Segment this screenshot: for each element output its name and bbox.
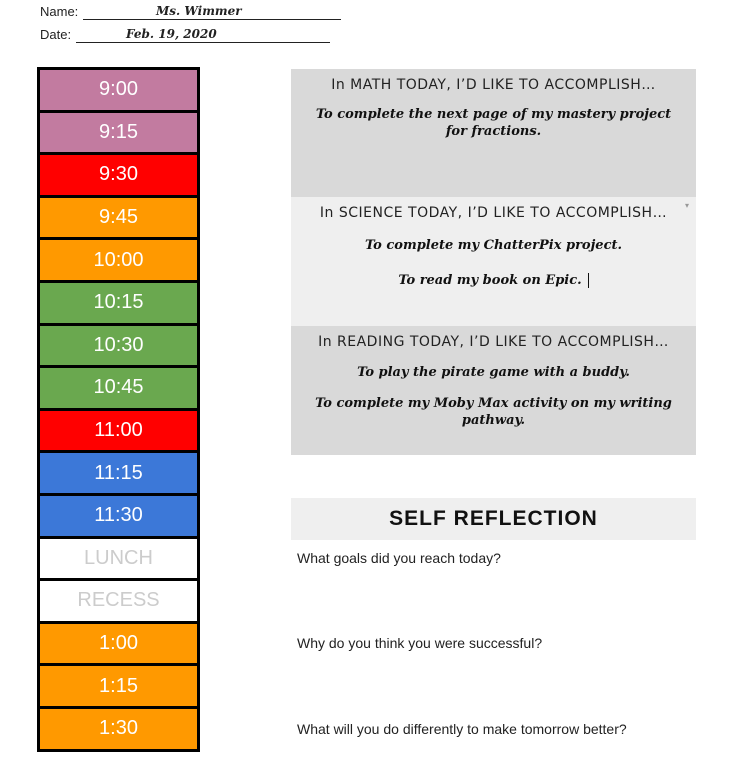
text-cursor bbox=[588, 273, 589, 288]
reading-goal-line-2: To complete my Moby Max activity on my writing pathway. bbox=[315, 396, 672, 428]
science-goal-title: In SCIENCE TODAY, I’D LIKE TO ACCOMPLISH… bbox=[319, 205, 668, 221]
name-line bbox=[40, 4, 242, 19]
name-value: Ms. Wimmer bbox=[156, 4, 242, 18]
date-label: Date: bbox=[40, 27, 72, 42]
schedule-slot[interactable]: 11:00 bbox=[40, 411, 197, 451]
schedule-slot[interactable]: 10:45 bbox=[40, 368, 197, 408]
self-reflection-heading: SELF REFLECTION bbox=[291, 498, 696, 540]
name-label: Name: bbox=[40, 4, 79, 19]
reading-goal-box[interactable] bbox=[291, 326, 696, 455]
date-line bbox=[40, 27, 217, 42]
schedule-slot[interactable]: 9:15 bbox=[40, 113, 197, 153]
schedule-column bbox=[37, 67, 200, 752]
science-goal-box[interactable] bbox=[291, 197, 696, 326]
schedule-slot[interactable]: LUNCH bbox=[40, 539, 197, 579]
reflection-question-2: Why do you think you were successful? bbox=[297, 635, 543, 651]
schedule-slot[interactable]: 1:00 bbox=[40, 624, 197, 664]
schedule-slot[interactable]: 10:00 bbox=[40, 240, 197, 280]
schedule-slot[interactable]: RECESS bbox=[40, 581, 197, 621]
reflection-question-1: What goals did you reach today? bbox=[297, 550, 501, 566]
reading-goal-title: In READING TODAY, I’D LIKE TO ACCOMPLISH… bbox=[318, 334, 669, 350]
date-value: Feb. 19, 2020 bbox=[126, 27, 217, 41]
date-field[interactable] bbox=[76, 27, 330, 43]
schedule-slot[interactable]: 9:45 bbox=[40, 198, 197, 238]
reading-goal-line-1: To play the pirate game with a buddy. bbox=[357, 365, 630, 380]
schedule-slot[interactable]: 9:30 bbox=[40, 155, 197, 195]
science-goal-line-1: To complete my ChatterPix project. bbox=[364, 238, 623, 253]
schedule-slot[interactable]: 1:30 bbox=[40, 709, 197, 749]
reflection-question-3: What will you do differently to make tomorrow better? bbox=[297, 721, 627, 737]
schedule-slot[interactable]: 10:15 bbox=[40, 283, 197, 323]
schedule-slot[interactable]: 11:30 bbox=[40, 496, 197, 536]
schedule-slot[interactable]: 9:00 bbox=[40, 70, 197, 110]
math-goal-line: To complete the next page of my mastery project for fractions. bbox=[315, 107, 672, 139]
math-goal-title: In MATH TODAY, I’D LIKE TO ACCOMPLISH… bbox=[331, 77, 656, 93]
schedule-slot[interactable]: 11:15 bbox=[40, 453, 197, 493]
name-field[interactable] bbox=[83, 4, 341, 20]
science-goal-line-2: To read my book on Epic. bbox=[398, 273, 582, 288]
dropdown-arrow-icon[interactable]: ▾ bbox=[684, 201, 689, 210]
schedule-slot[interactable]: 10:30 bbox=[40, 326, 197, 366]
math-goal-box[interactable] bbox=[291, 69, 696, 197]
schedule-slot[interactable]: 1:15 bbox=[40, 666, 197, 706]
